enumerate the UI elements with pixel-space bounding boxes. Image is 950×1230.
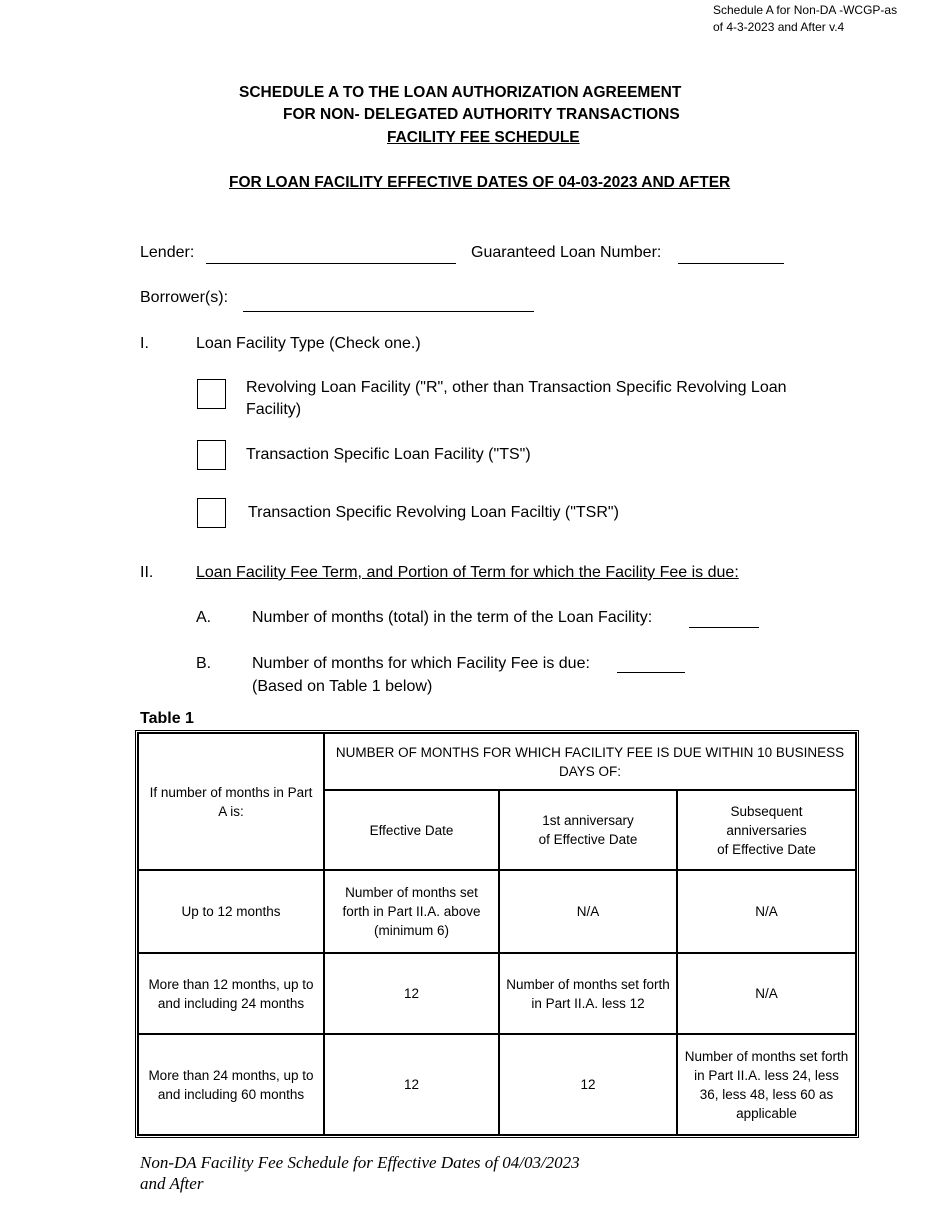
loan-number-field[interactable] <box>678 263 784 264</box>
col-effective-date: Effective Date <box>324 790 499 870</box>
term-months-field[interactable] <box>689 627 759 628</box>
first-anniversary-cell: Number of months set forth in Part II.A. less 12 <box>499 953 677 1034</box>
section2-b-letter: B. <box>196 655 212 672</box>
option-revolving-line2: Facility) <box>246 401 302 418</box>
col-first-anniversary: 1st anniversary of Effective Date <box>499 790 677 870</box>
section2-b-note: (Based on Table 1 below) <box>252 678 433 695</box>
option-revolving-line1: Revolving Loan Facility ("R", other than Transaction Specific Revolving Loan <box>246 379 787 396</box>
effective-cell: 12 <box>324 953 499 1034</box>
fee-months-field[interactable] <box>617 672 685 673</box>
option-tsr-label: Transaction Specific Revolving Loan Faciltiy ("TSR") <box>248 504 619 521</box>
title-effective-dates: FOR LOAN FACILITY EFFECTIVE DATES OF 04-03-2023 AND AFTER <box>229 174 731 191</box>
checkbox-transaction-specific[interactable] <box>197 440 226 470</box>
col-subsequent-anniversaries: Subsequent anniversaries of Effective Date <box>677 790 856 870</box>
section2-a-letter: A. <box>196 609 212 626</box>
table-row <box>138 1034 856 1135</box>
title-line2: FOR NON- DELEGATED AUTHORITY TRANSACTIONS <box>283 106 680 123</box>
checkbox-transaction-specific-revolving[interactable] <box>197 498 226 528</box>
borrower-field[interactable] <box>243 311 534 312</box>
range-cell: More than 24 months, up to and including 60 months <box>138 1034 324 1135</box>
header-note-line2: of 4-3-2023 and After v.4 <box>713 20 845 34</box>
group-header-cell: NUMBER OF MONTHS FOR WHICH FACILITY FEE IS DUE WITHIN 10 BUSINESS DAYS OF: <box>324 733 856 790</box>
subsequent-cell: Number of months set forth in Part II.A. less 24, less 36, less 48, less 60 as applicable <box>677 1034 856 1135</box>
footer-line1: Non-DA Facility Fee Schedule for Effective Dates of 04/03/2023 <box>140 1153 580 1172</box>
range-cell: More than 12 months, up to and including 24 months <box>138 953 324 1034</box>
subsequent-cell: N/A <box>677 953 856 1034</box>
option-transaction-specific-label: Transaction Specific Loan Facility ("TS") <box>246 446 531 463</box>
page-footer <box>140 1152 640 1194</box>
effective-cell: 12 <box>324 1034 499 1135</box>
table-row <box>138 870 856 953</box>
borrower-label: Borrower(s): <box>140 289 229 306</box>
first-anniversary-cell: 12 <box>499 1034 677 1135</box>
section2-numeral: II. <box>140 564 154 581</box>
section1-numeral: I. <box>140 335 149 352</box>
checkbox-revolving[interactable] <box>197 379 226 409</box>
first-anniversary-cell: N/A <box>499 870 677 953</box>
title-line1: SCHEDULE A TO THE LOAN AUTHORIZATION AGREEMENT <box>239 84 682 101</box>
lender-label: Lender: <box>140 244 195 261</box>
section2-a-text: Number of months (total) in the term of the Loan Facility: <box>252 609 653 626</box>
title-line3: FACILITY FEE SCHEDULE <box>387 129 580 146</box>
loan-number-label: Guaranteed Loan Number: <box>471 244 662 261</box>
footer-line2: and After <box>140 1174 204 1193</box>
table1-caption: Table 1 <box>140 710 194 727</box>
header-note-line1: Schedule A for Non-DA -WCGP-as <box>713 3 898 17</box>
section2-heading: Loan Facility Fee Term, and Portion of Term for which the Facility Fee is due: <box>196 564 739 581</box>
effective-cell: Number of months set forth in Part II.A. above (minimum 6) <box>324 870 499 953</box>
option-revolving-label <box>246 377 787 421</box>
row-header-cell: If number of months in Part A is: <box>138 733 324 870</box>
subsequent-cell: N/A <box>677 870 856 953</box>
table-row <box>138 953 856 1034</box>
range-cell: Up to 12 months <box>138 870 324 953</box>
header-note <box>713 2 943 36</box>
section2-b-text: Number of months for which Facility Fee is due: <box>252 655 590 672</box>
lender-field[interactable] <box>206 263 456 264</box>
facility-fee-table <box>135 730 859 1138</box>
section1-heading: Loan Facility Type (Check one.) <box>196 335 421 352</box>
